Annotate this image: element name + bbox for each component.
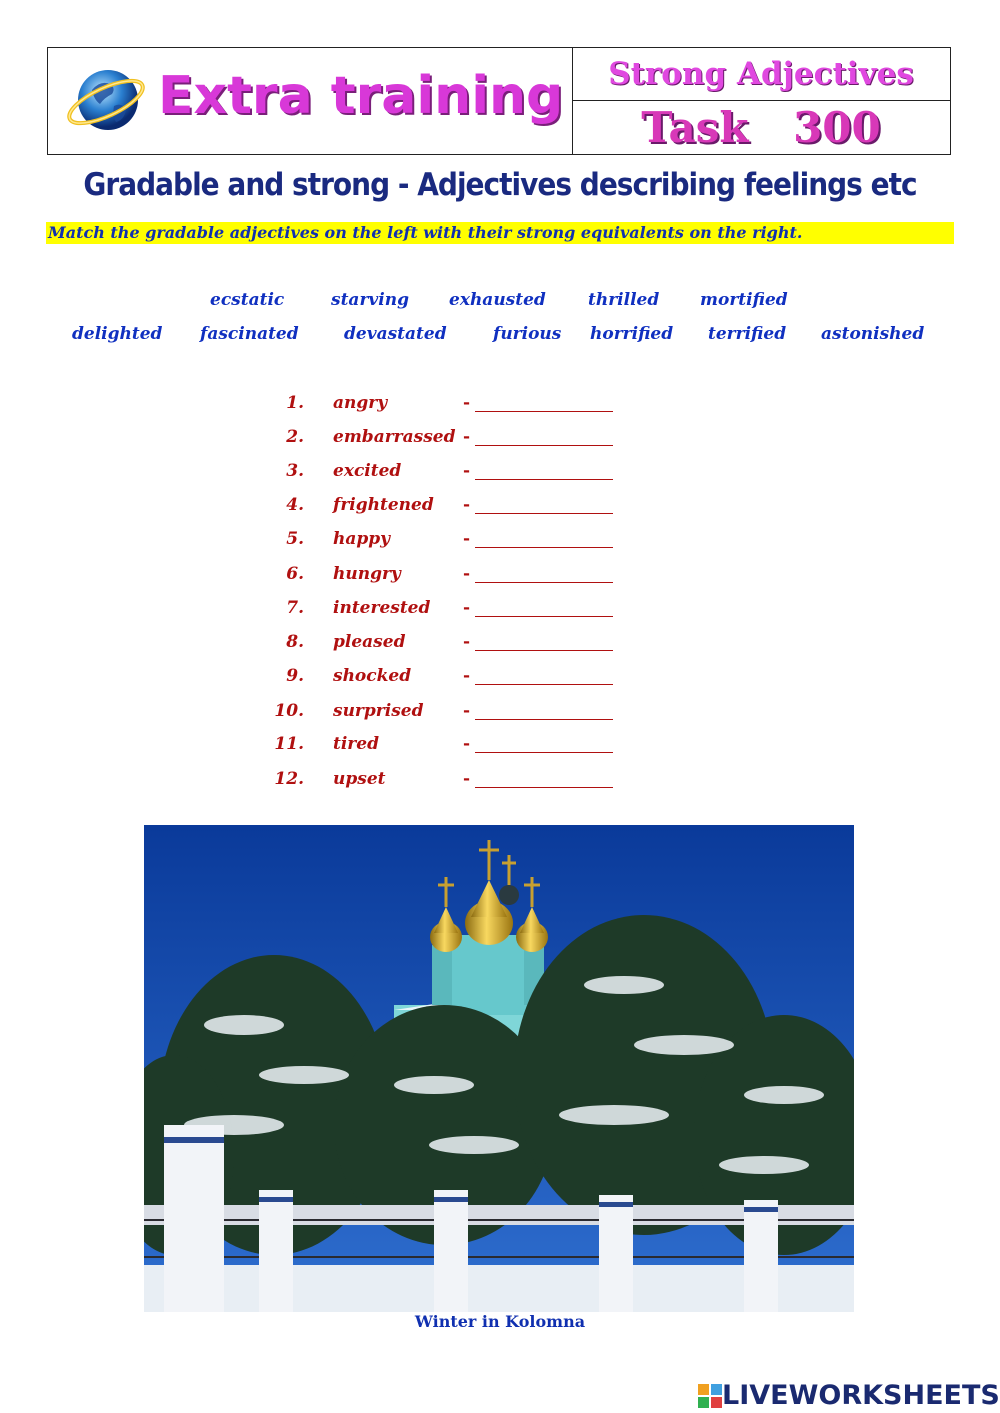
page-subtitle: Gradable and strong - Adjectives describing feelings etc <box>83 166 917 203</box>
word-bank-item: mortified <box>700 290 788 310</box>
answer-blank[interactable] <box>475 719 613 720</box>
liveworksheets-logo <box>698 1380 1000 1411</box>
item-number: 6. <box>286 564 304 584</box>
word-bank-item: terrified <box>708 324 787 344</box>
item-dash: - <box>463 529 471 549</box>
item-number: 2. <box>286 427 304 447</box>
brand-title: Extra training <box>158 66 564 126</box>
word-bank-item: furious <box>493 324 562 344</box>
item-number: 8. <box>286 632 304 652</box>
word-bank-item: fascinated <box>200 324 299 344</box>
header-title-cell <box>572 48 950 101</box>
answer-blank[interactable] <box>475 684 613 685</box>
globe-icon <box>66 62 148 136</box>
item-dash: - <box>463 495 471 515</box>
item-number: 11. <box>274 734 304 754</box>
word-bank-item: devastated <box>344 324 447 344</box>
worksheet-topic: Strong Adjectives <box>608 56 914 92</box>
item-dash: - <box>463 666 471 686</box>
item-word: happy <box>333 529 391 549</box>
item-number: 12. <box>274 769 304 789</box>
item-word: upset <box>333 769 386 789</box>
item-word: tired <box>333 734 379 754</box>
liveworksheets-icon <box>698 1384 722 1408</box>
item-number: 3. <box>286 461 304 481</box>
word-bank-item: thrilled <box>588 290 660 310</box>
word-bank-item: exhausted <box>449 290 546 310</box>
item-dash: - <box>463 461 471 481</box>
answer-blank[interactable] <box>475 787 613 788</box>
item-word: surprised <box>333 701 424 721</box>
item-dash: - <box>463 564 471 584</box>
header-box <box>47 47 951 155</box>
word-bank-item: delighted <box>72 324 163 344</box>
word-bank-item: starving <box>331 290 409 310</box>
photo-caption: Winter in Kolomna <box>414 1312 586 1331</box>
church-photo <box>144 825 854 1312</box>
footer-brand: LIVEWORKSHEETS <box>722 1380 1000 1411</box>
answer-blank[interactable] <box>475 752 613 753</box>
answer-blank[interactable] <box>475 650 613 651</box>
item-dash: - <box>463 734 471 754</box>
item-word: embarrassed <box>333 427 456 447</box>
item-word: shocked <box>333 666 412 686</box>
word-bank-item: ecstatic <box>210 290 285 310</box>
item-dash: - <box>463 632 471 652</box>
item-word: hungry <box>333 564 401 584</box>
item-number: 5. <box>286 529 304 549</box>
winter-church-illustration <box>144 825 854 1312</box>
item-dash: - <box>463 427 471 447</box>
item-dash: - <box>463 598 471 618</box>
item-dash: - <box>463 393 471 413</box>
item-number: 10. <box>274 701 304 721</box>
header-task-cell <box>572 101 950 154</box>
task-number: Task 300 <box>641 103 881 152</box>
answer-blank[interactable] <box>475 513 613 514</box>
item-number: 7. <box>286 598 304 618</box>
word-bank-item: horrified <box>590 324 674 344</box>
item-word: angry <box>333 393 388 413</box>
item-word: interested <box>333 598 431 618</box>
item-word: pleased <box>333 632 406 652</box>
answer-blank[interactable] <box>475 445 613 446</box>
item-dash: - <box>463 701 471 721</box>
answer-blank[interactable] <box>475 479 613 480</box>
item-dash: - <box>463 769 471 789</box>
instruction-text: Match the gradable adjectives on the left with their strong equivalents on the right. <box>46 222 954 244</box>
item-word: excited <box>333 461 402 481</box>
item-word: frightened <box>333 495 434 515</box>
header-brand-cell <box>48 48 573 154</box>
answer-blank[interactable] <box>475 582 613 583</box>
item-number: 1. <box>286 393 304 413</box>
item-number: 9. <box>286 666 304 686</box>
answer-blank[interactable] <box>475 616 613 617</box>
word-bank-item: astonished <box>821 324 925 344</box>
item-number: 4. <box>286 495 304 515</box>
answer-blank[interactable] <box>475 547 613 548</box>
answer-blank[interactable] <box>475 411 613 412</box>
